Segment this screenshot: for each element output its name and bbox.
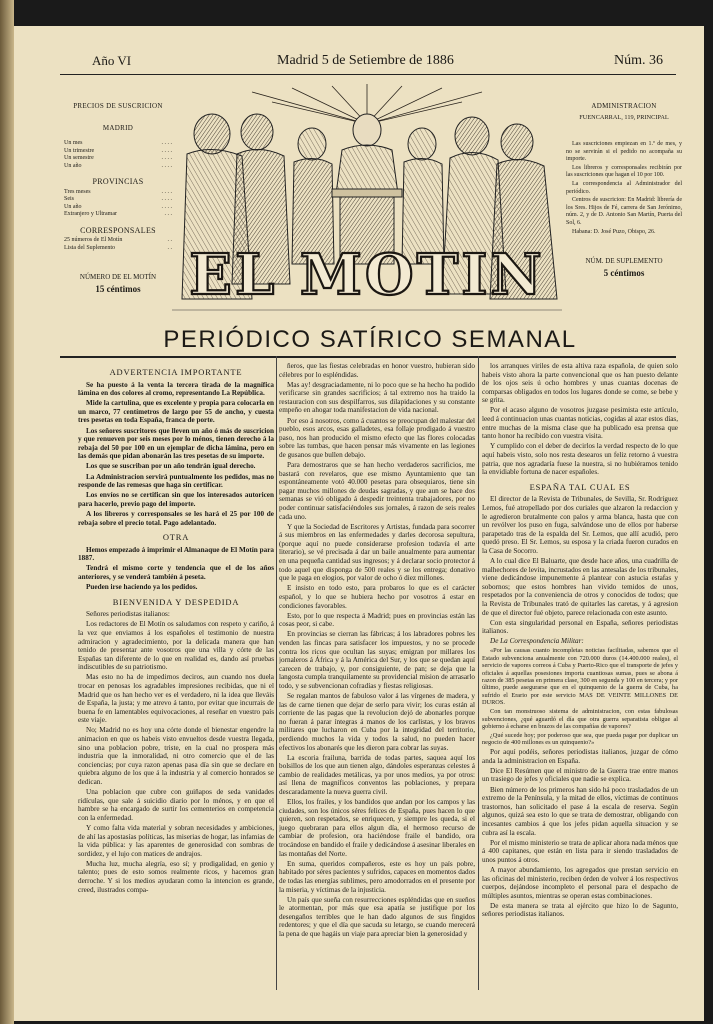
paragraph: Y cumplido con el deber de decirlos la verdad respecto de lo que aquí habeis visto, solo nos resta desearos un feliz retorno á vuestra patria, que nos agradaría fuese la nuestra, si no hubiéramos tenido la envidiable fortuna de nacer españoles. xyxy=(482,442,678,477)
paragraph: Se ha puesto á la venta la tercera tirada de la magnífica lámina en dos colores al cromo, representando La República. xyxy=(78,380,274,398)
admin-note: Habana: D. José Puzo, Obispo, 26. xyxy=(572,228,656,235)
price-row: Lista del Suplemento . . xyxy=(64,244,172,251)
section-heading: ESPAÑA TAL CUAL ES xyxy=(529,481,631,492)
paragraph: A los libreros y corresponsales se les hará el 25 por 100 de rebaja sobre el precio total. Pago adelantado. xyxy=(78,509,274,527)
price-row: Seis . . . . xyxy=(64,196,172,202)
admin-note: Las suscriciones empiezan en 1.º de mes, y no se servirán si el pedido no acompaña su importe. xyxy=(566,141,682,163)
paragraph: Mucha luz, mucha alegría, eso sí; y prodigalidad, en genio y talento; pues de esto somos realmente ricos, y hacemos gran derroche. Y si los medios ayudaran como la intencion es grande, creed, ilustrados compa- xyxy=(78,859,274,894)
supplement-price: 5 céntimos xyxy=(603,267,645,278)
article-column-3 xyxy=(482,362,678,992)
paragraph: ¿Qué sucede hoy; por poderoso que sea, que pueda pagar por duplicar un negocio de 400 millones es un quinquenio?» xyxy=(482,731,678,747)
madrid-list xyxy=(64,140,172,170)
issue-price-label: NÚMERO DE EL MOTÍN xyxy=(79,273,157,281)
paragraph: Mas esto no ha de impedirnos deciros, aun cuando nos duela trocar en penosas los agradables impresiones recibidas, que ni el Madrid que os han hecho ver es el verdadero, ni la idea que lleváis de España, la justa; y me atrevo á tanto, por evitar que incurrais de buena fe en lamentables equivocaciones, al reseñar en vuestro país este viaje. xyxy=(78,673,274,725)
admin-title: ADMINISTRACION xyxy=(591,102,657,110)
paragraph: ñeros, que las fiestas celebradas en honor vuestro, hubieran sido célebres por lo espléndidas. xyxy=(279,362,475,379)
el-motin-logo xyxy=(189,242,544,308)
paragraph: En suma, queridos compañeros, este es hoy un país pobre, habitado por séres pacientes y sufridos, capaces en momentos dados de todas las energías sublimes, pero amodorrados en el presente por la miseria, y víctimas de la injusticia. xyxy=(279,859,475,894)
paragraph: Los envíos no se certifican sin que los interesados autoricen para hacerlo, previo pago del importe. xyxy=(78,491,274,508)
paragraph: Mide la cartulina, que es excelente y propia para colocarla en un marco, 77 centímetros de largo por 55 de ancho, y cuesta tres pesetas en toda España, franca de porte. xyxy=(78,399,274,425)
paragraph: Por el mismo ministerio se trata de aplicar ahora nada ménos que á 400 capitanes, que están en lista para ir siendo trasladados de unos puntos á otros. xyxy=(482,838,678,864)
paragraph: En provincias se cierran las fábricas; á los labradores pobres les venden las fincas para satisfacer los impuestos, y no se procede contra los ricos que ocultan las suyas; emigran por millares los jornaleros á África y á la América del Sur, y los que se quedan aquí carecen de trabajo, y, por consiguiente, de pan; se deja que la langosta cumpla tranquilamente su providencial mision de arrasarlo todo, y se subvencionan cofradías y fiestas religiosas. xyxy=(279,630,475,690)
paragraph: La escoria frailuna, barrida de todas partes, saquea aquí los bolsillos de los que aun tienen algo, dándoles esperanzas celestes á cambio de realidades metálicas, ya por unos medios, ya por otros: así llena de magníficos conventos las poblaciones, y prepara descaradamente la nueva guerra civil. xyxy=(279,753,475,796)
provincias-heading: PROVINCIAS xyxy=(92,177,144,186)
admin-note: La correspondencia al Administrador del periódico. xyxy=(566,180,682,195)
price-row: Un año . . . . xyxy=(64,162,172,169)
price-row: Tres meses . . . . xyxy=(64,188,172,195)
subscription-prices xyxy=(64,100,172,297)
column-divider xyxy=(276,356,277,990)
paragraph: E insisto en todo esto, para probaros lo que es el carácter español, y lo que se hubiera hecho por vosotros á estar en condiciones favorables. xyxy=(279,584,475,610)
article-column-1 xyxy=(78,362,274,992)
price-row: Un semestre . . . . xyxy=(64,155,172,161)
issue-price: 15 céntimos xyxy=(95,283,141,294)
paragraph: «Por las causas cuanto incompletas noticias facilitadas, sabemos que el Estado subvenciona anualmente con 720.000 duros (14.400.000 reales), el servicio de vapores correos á Cuba y Puerto-Rico que el transporte de jefes y oficiales á aquellas posesiones importa cuantiosas sumas, pues se abona á razon de 385 pesetas en primera clase, 300 en segunda y 100 en tercera; y por último, puede asegurarse que en el quinquenio de la guerra de Cuba, ha sufrido el Erario por este servicio MAS DE VEINTE MILLONES DE DUROS. xyxy=(482,647,678,707)
supplement-price-label: NÚM. DE SUPLEMENTO xyxy=(585,257,663,266)
paragraph: El director de la Revista de Tribunales, de Sevilla, Sr. Rodríguez Lemos, fué atropellado por dos curiales que alzaron la redaccion y le agredieron brutalmente con palos y arma blanca, hasta que con un revólver los puso en fuga, salvándose uno de ellos por haberse parapetado tras de la espalda del Sr. Lemos, que allí acudió, pero quedó preso. El Sr. Lemos, su esposa y la criada fueron curados en la Casa de Socorro. xyxy=(482,495,678,555)
corresponsales-heading: CORRESPONSALES xyxy=(80,225,156,235)
admin-note: Los libreros y corresponsales recibirán por las suscriciones que hagan el 10 por 100. xyxy=(566,164,682,179)
paragraph: Ellos, los frailes, y los bandidos que andan por los campos y las ciudades, son los únicos séres felices de España, pues hacen lo que quieren, son respetados, se enriquecen, y siempre les queda, si el juego quebraran para ellos algun día, el hermoso recurso de cambiar de profesion, ora haciéndose fraile el bandido, ora trocándose en bandido el fraile y dedicándose á asesinar liberales en las montañas del Norte. xyxy=(279,798,475,858)
prices-title: PRECIOS DE SUSCRICION xyxy=(73,102,163,110)
paragraph: Con esta singularidad personal en España, señores periodistas italianos. xyxy=(482,618,678,636)
paragraph: Y como falta vida material y sobran necesidades y ambiciones, de ahí las apostasías políticas, las miserias de hogar, las infamias de la vida pública: y las aparentes de generosidad con sombras de sordidez, y el lujo con matices de andrajos. xyxy=(78,824,274,858)
issue-number: Núm. 36 xyxy=(614,53,663,68)
year-label: Año VI xyxy=(92,53,132,68)
paragraph: La Administracion servirá puntualmente los pedidos, mas no responde de las remesas que haga sin certificar. xyxy=(78,472,274,490)
masthead-rule xyxy=(60,356,676,358)
admin-note: Centros de suscricion: En Madrid: librería de los Sres. Hijos de Fé, carrera de San Jerónimo, núm. 2, y de D. Antonio San Martín, Puerta del Sol, 6. xyxy=(566,197,682,226)
paragraph: De La Correspondencia Militar: xyxy=(490,637,584,646)
section-heading: BIENVENIDA Y DESPEDIDA xyxy=(112,596,240,607)
paragraph: Tendrá el mismo corte y tendencia que el de los años anteriores, y se venderá también á peseta. xyxy=(78,564,274,581)
paragraph: Dice El Resúmen que el ministro de la Guerra trae entre manos un trasiego de jefes y oficiales que nadie se explica. xyxy=(482,766,678,784)
paragraph: Los que se suscriban por un año tendrán igual derecho. xyxy=(86,462,256,471)
paragraph: Por aquí podéis, señores periodistas italianos, juzgar de cómo anda la administracion en España. xyxy=(482,748,678,765)
price-row: Extranjero y Ultramar . . . xyxy=(64,211,172,217)
paragraph: Por eso á nosotros, como á cuantos se preocupan del malestar del pueblo, esos arcos, esas galladetes, esa follaje prodigado á vuestro paso, nos han producido el mismo efecto que las flores colocadas sobre las tumbas, que hacen pensar más vivamente en las legiones de gusanos que bullen debajo. xyxy=(279,416,475,459)
paragraph: Bien número de los primeros han sido há poco trasladados de un extremo de la Península, y la mitad de ellos, víctimas de contínuos trastornos, han solicitado el pase á la escala de reserva. Según algunos, quizá sea esto lo que se trata de demostrar, obligando con incesantes cambios á que los jefes pidan aquella situacion y se cubra así la escala. xyxy=(482,785,678,837)
admin-notes xyxy=(566,141,682,236)
provincias-list xyxy=(64,189,172,219)
header-rule xyxy=(60,74,676,75)
paragraph: Señores periodistas italianos: xyxy=(86,610,170,619)
paragraph: A lo cual dice El Baluarte, que desde hace años, una cuadrilla de malhechores de levita, incrustados en las antesalas de los tribunales, viene dedicándose impunemente á plantear con astucia estafas y sobornos; que estos hombres han vivido temidos de unos, respetados por la conveniencia de otros y conocidos de todos; que la Revista de Tribunales trató de quitarles las caretas, y á agresion de que el director fué objeto, parece relacionada con este asunto. xyxy=(482,556,678,617)
paragraph: Hemos empezado á imprimir el Almanaque de El Motín para 1887. xyxy=(78,545,274,563)
paragraph: Una poblacion que cubre con guiñapos de seda vanidades ridículas, que sale á suicidio diario por lo ménos, y en que el hambre se ha encargado de surtir los cementerios en competencia con la enfermedad. xyxy=(78,788,274,822)
paragraph: No; Madrid no es hoy una córte donde el bienestar engendre la animacion en que os habeis visto envueltos desde vuestra llegada, sino una poblacion pobre, triste, en la cual no prospera más industria que la inmoralidad, ni otro comercio que el de las conciencias; por cuya razon apenas pasa día sin que se declare en quiebra alguno de los que á la industria y al comercio honrados se dedican. xyxy=(78,726,274,787)
section-heading: ADVERTENCIA IMPORTANTE xyxy=(109,367,243,377)
page-spine xyxy=(0,0,14,1024)
paragraph: los arranques viriles de esta altiva raza española, de quien solo habeis visto ahora la parte convencional que os han puesto delante de los ojos seis ú ocho hombres y unas cuantas docenas de comparsas obligados en todos los lugares donde se come, se bebe y se grita. xyxy=(482,362,678,405)
svg-text:EL MOTIN: EL MOTIN xyxy=(189,242,545,308)
price-row: Un mes . . . . xyxy=(64,140,172,146)
paragraph: Con tan monstruoso sistema de administracion, con estas fabulosas subvenciones, ¿qué aguardó el día que otra guerra separatista obligue al gobierno á echarse en brazos de las compañías de vapores? xyxy=(482,708,678,730)
admin-address: FUENCARRAL, 119, PRINCIPAL xyxy=(579,113,669,121)
paragraph: Se regalan mantos de fabuloso valor á las vírgenes de madera, y las de carne tienen que dejar de serlo para vivir; los curas están al corriente de las pagas que la revolucion dejó de abonarles porque no fueran á parar íntegras á manos de los carlistas, y los bravos militares que lucharon en Cuba por la integridad del territorio, perdiendo muchos la vida y todos la salud, no pueden hacer efectivos los abonarés que les dieron para cobrar las suyas. xyxy=(279,691,475,752)
paragraph: Mas ay! desgraciadamente, ni lo poco que se ha hecho ha podido verificarse sin grandes sacrificios; á tal extremo nos ha traido la restauracion con sus despilfarros, sus dilapidaciones y su constante empeño en ahogar toda manifestacion de vida nacional. xyxy=(279,380,475,415)
masthead-engraving xyxy=(172,84,562,316)
price-row: Un trimestre . . . . xyxy=(64,147,172,154)
paragraph: Pueden irse haciendo ya los pedidos. xyxy=(86,583,198,592)
madrid-heading: MADRID xyxy=(102,123,134,132)
paragraph: Un país que sueña con resurrecciones espléndidas que en sueños le atormentan, por más que esa apatía se justifique por los desengaños terribles que le han dado algunos de sus fingidos redentores; y que el día que sacuda su letargo, se cuando merecerá la pena de que hagáis un viaje para apreciar bien la generosidad y xyxy=(279,895,475,938)
paragraph: Los señores suscritores que lleven un año ó más de suscricion y que renueven por seis meses por lo ménos, tienen derecho á la rebaja del 50 por 100 en un ejemplar de dicha lámina, pero en las demás que pidan abonarán las tres pesetas de su importe. xyxy=(78,426,274,461)
price-row: 25 números de El Motín . . xyxy=(64,237,172,243)
paragraph: Esto, por lo que respecta á Madrid; pues en provincias están las cosas peor, si cabe. xyxy=(279,611,475,629)
paragraph: Los redactores de El Motín os saludamos con respeto y cariño, á la vez que enviamos á los españoles el testimonio de nuestra admiracion y agradecimiento, por la delicada manera que han tenido de presentar ante vosotros que una villa y córte de las Españas tan diferente de lo que en realidad es, dando así pruebas indiscutibles de su patriotismo. xyxy=(78,620,274,672)
paragraph: Por el acaso alguno de vosotros juzgase pesimista este artículo, leed á continuacion unas cuantas noticias, cogidas al azar estos días, entre muchas de la misma clase que ha publicado esa prensa que tanto honor ha recibido con vuestra visita. xyxy=(482,406,678,441)
paragraph: De esta manera se trata al ejército que hizo lo de Sagunto, señores periodistas italianos. xyxy=(482,901,678,919)
price-row: Un año . . . . xyxy=(64,203,172,210)
paragraph: A mayor abundamiento, los agregados que prestan servicio en las oficinas del ministerio, reciben órden de volver á los respectivos cuerpos, dejándose incompleto el personal para el despacho de múltiples asuntos, mientras se operan estas combinaciones. xyxy=(482,865,678,900)
article-column-2 xyxy=(279,362,475,992)
masthead-illustration xyxy=(172,84,562,316)
paragraph: Para demostraros que se han hecho verdaderos sacrificios, me bastará con revelaros, que ese mismo Ayuntamiento que tan espontáneamente votó 40.000 pesetas para obsequiaros, tiene sin pagar muchos millones de deudas sagradas, y que aun se hace dos semanas se vió obligado á despedir treintenta trabajadores, por no poder continuar satisfaciéndoles sus jornales, á razon de seis reales cada uno. xyxy=(279,461,475,521)
newspaper-subtitle: PERIÓDICO SATÍRICO SEMANAL xyxy=(163,326,577,353)
administration-box xyxy=(566,100,682,281)
section-heading: OTRA xyxy=(162,532,190,543)
column-divider xyxy=(478,356,479,990)
issue-date: Madrid 5 de Setiembre de 1886 xyxy=(277,53,454,68)
paragraph: Y que la Sociedad de Escritores y Artistas, fundada para socorrer á sus miembros en las enfermedades y darles decorosa sepultura, (porque aquí no puede considerarse profesion todavía el arte literario), se vé precisada á dar un baile anualmente para aumentar en una pequeña cantidad sus ingresos; y á declarar socio protector á todo aquel que disponga de 500 reales y se los entrega; donativo que le paga en elogios, por valor de ocho ó diez millones. xyxy=(279,522,475,583)
corresponsales-list xyxy=(64,237,172,252)
